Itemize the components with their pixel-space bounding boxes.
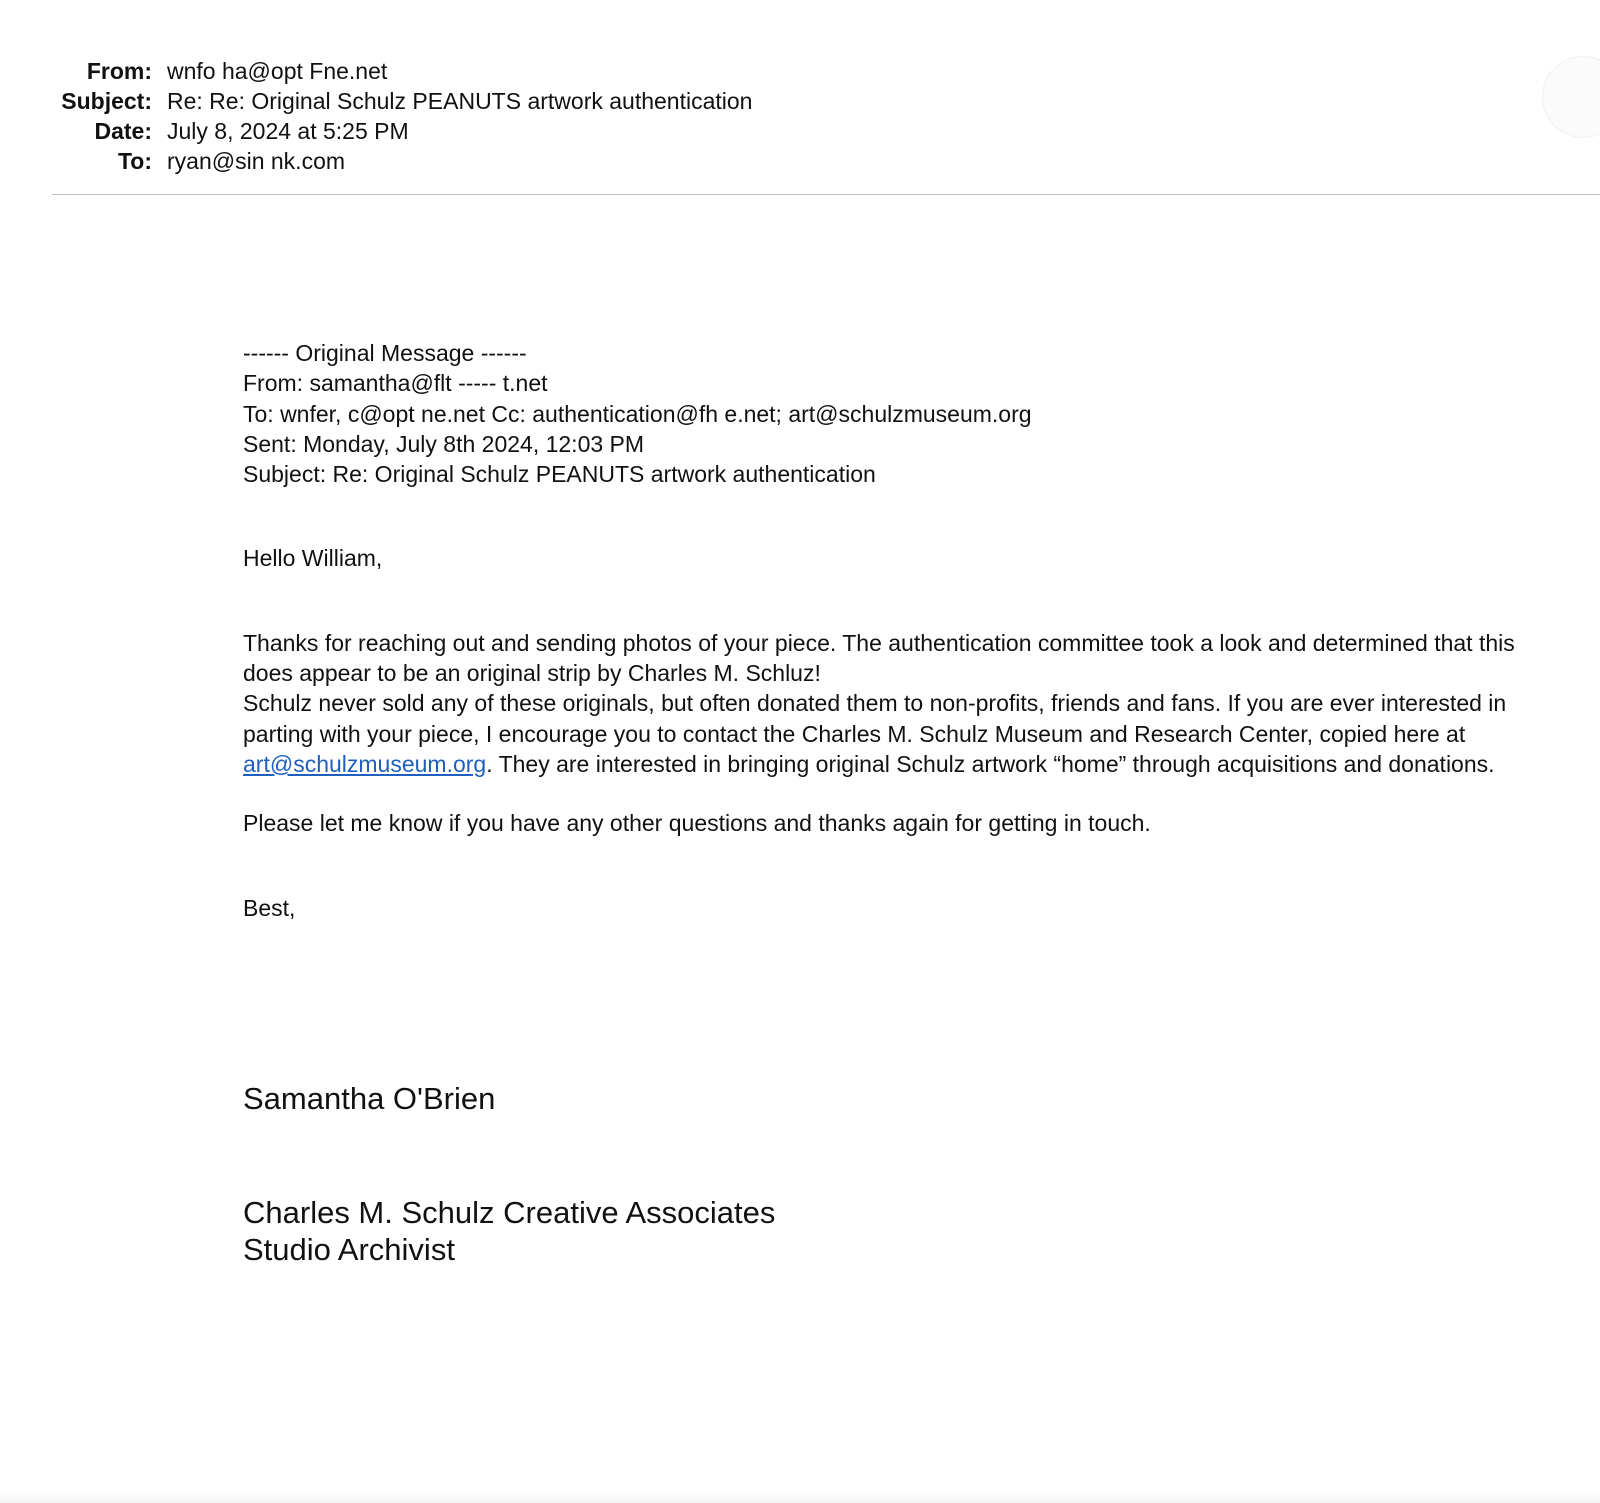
spacer — [243, 839, 1543, 893]
header-divider — [52, 194, 1600, 195]
original-sent-line: Sent: Monday, July 8th 2024, 12:03 PM — [243, 430, 645, 457]
paragraph-2-text-a: Schulz never sold any of these originals, but often donated them to non-profits, friends and fans. If you are ever interested in parting with your piece, I encourage you to contact the Charles M. Schulz Museum and Research Center, copied here at — [243, 690, 1507, 747]
signature-title: Studio Archivist — [243, 1232, 455, 1267]
header-date-row — [52, 116, 1600, 146]
paragraph-3: Please let me know if you have any other questions and thanks again for getting in touch. — [243, 810, 1151, 837]
header-date-value: July 8, 2024 at 5:25 PM — [167, 118, 409, 144]
header-subject-row — [52, 86, 1600, 116]
email-header — [52, 56, 1600, 176]
paragraph-1: Thanks for reaching out and sending photos of your piece. The authentication committee took a look and determined that this does appear to be an original strip by Charles M. Schluz! — [243, 629, 1515, 687]
message-body — [243, 338, 1543, 923]
header-to-value[interactable]: ryan@sin nk.com — [167, 148, 346, 174]
spacer — [243, 779, 1543, 808]
paragraph-2 — [243, 688, 1543, 779]
original-from-line: From: samantha@flt ----- t.net — [243, 370, 548, 397]
signature-name: Samantha O'Brien — [243, 1081, 496, 1116]
original-subject-line: Subject: Re: Original Schulz PEANUTS artwork authentication — [243, 461, 876, 488]
greeting: Hello William, — [243, 545, 383, 572]
header-to-label: To: — [117, 148, 152, 174]
header-subject-label: Subject: — [61, 88, 152, 114]
original-to-line: To: wnfer, c@opt ne.net Cc: authentication@fh e.net; art@schulzmuseum.org — [243, 400, 1032, 427]
header-date-label: Date: — [94, 118, 152, 144]
header-subject-value: Re: Re: Original Schulz PEANUTS artwork authentication — [167, 88, 753, 114]
header-from-row — [52, 56, 1600, 86]
header-from-value[interactable]: wnfo ha@opt Fne.net — [167, 58, 388, 84]
spacer — [243, 489, 1543, 543]
header-from-label: From: — [86, 58, 152, 84]
header-to-row — [52, 146, 1600, 176]
paragraph-2-text-b: . They are interested in bringing original Schulz artwork “home” through acquisitions and donations. — [486, 750, 1495, 777]
closing: Best, — [243, 894, 296, 921]
signature-org: Charles M. Schulz Creative Associates — [243, 1195, 776, 1230]
museum-email-link[interactable]: art@schulzmuseum.org — [243, 750, 487, 777]
spacer — [243, 574, 1543, 628]
original-message-marker: ------ Original Message ------ — [243, 340, 527, 366]
page-bottom-edge — [0, 1493, 1600, 1503]
signature-block — [243, 1194, 775, 1268]
